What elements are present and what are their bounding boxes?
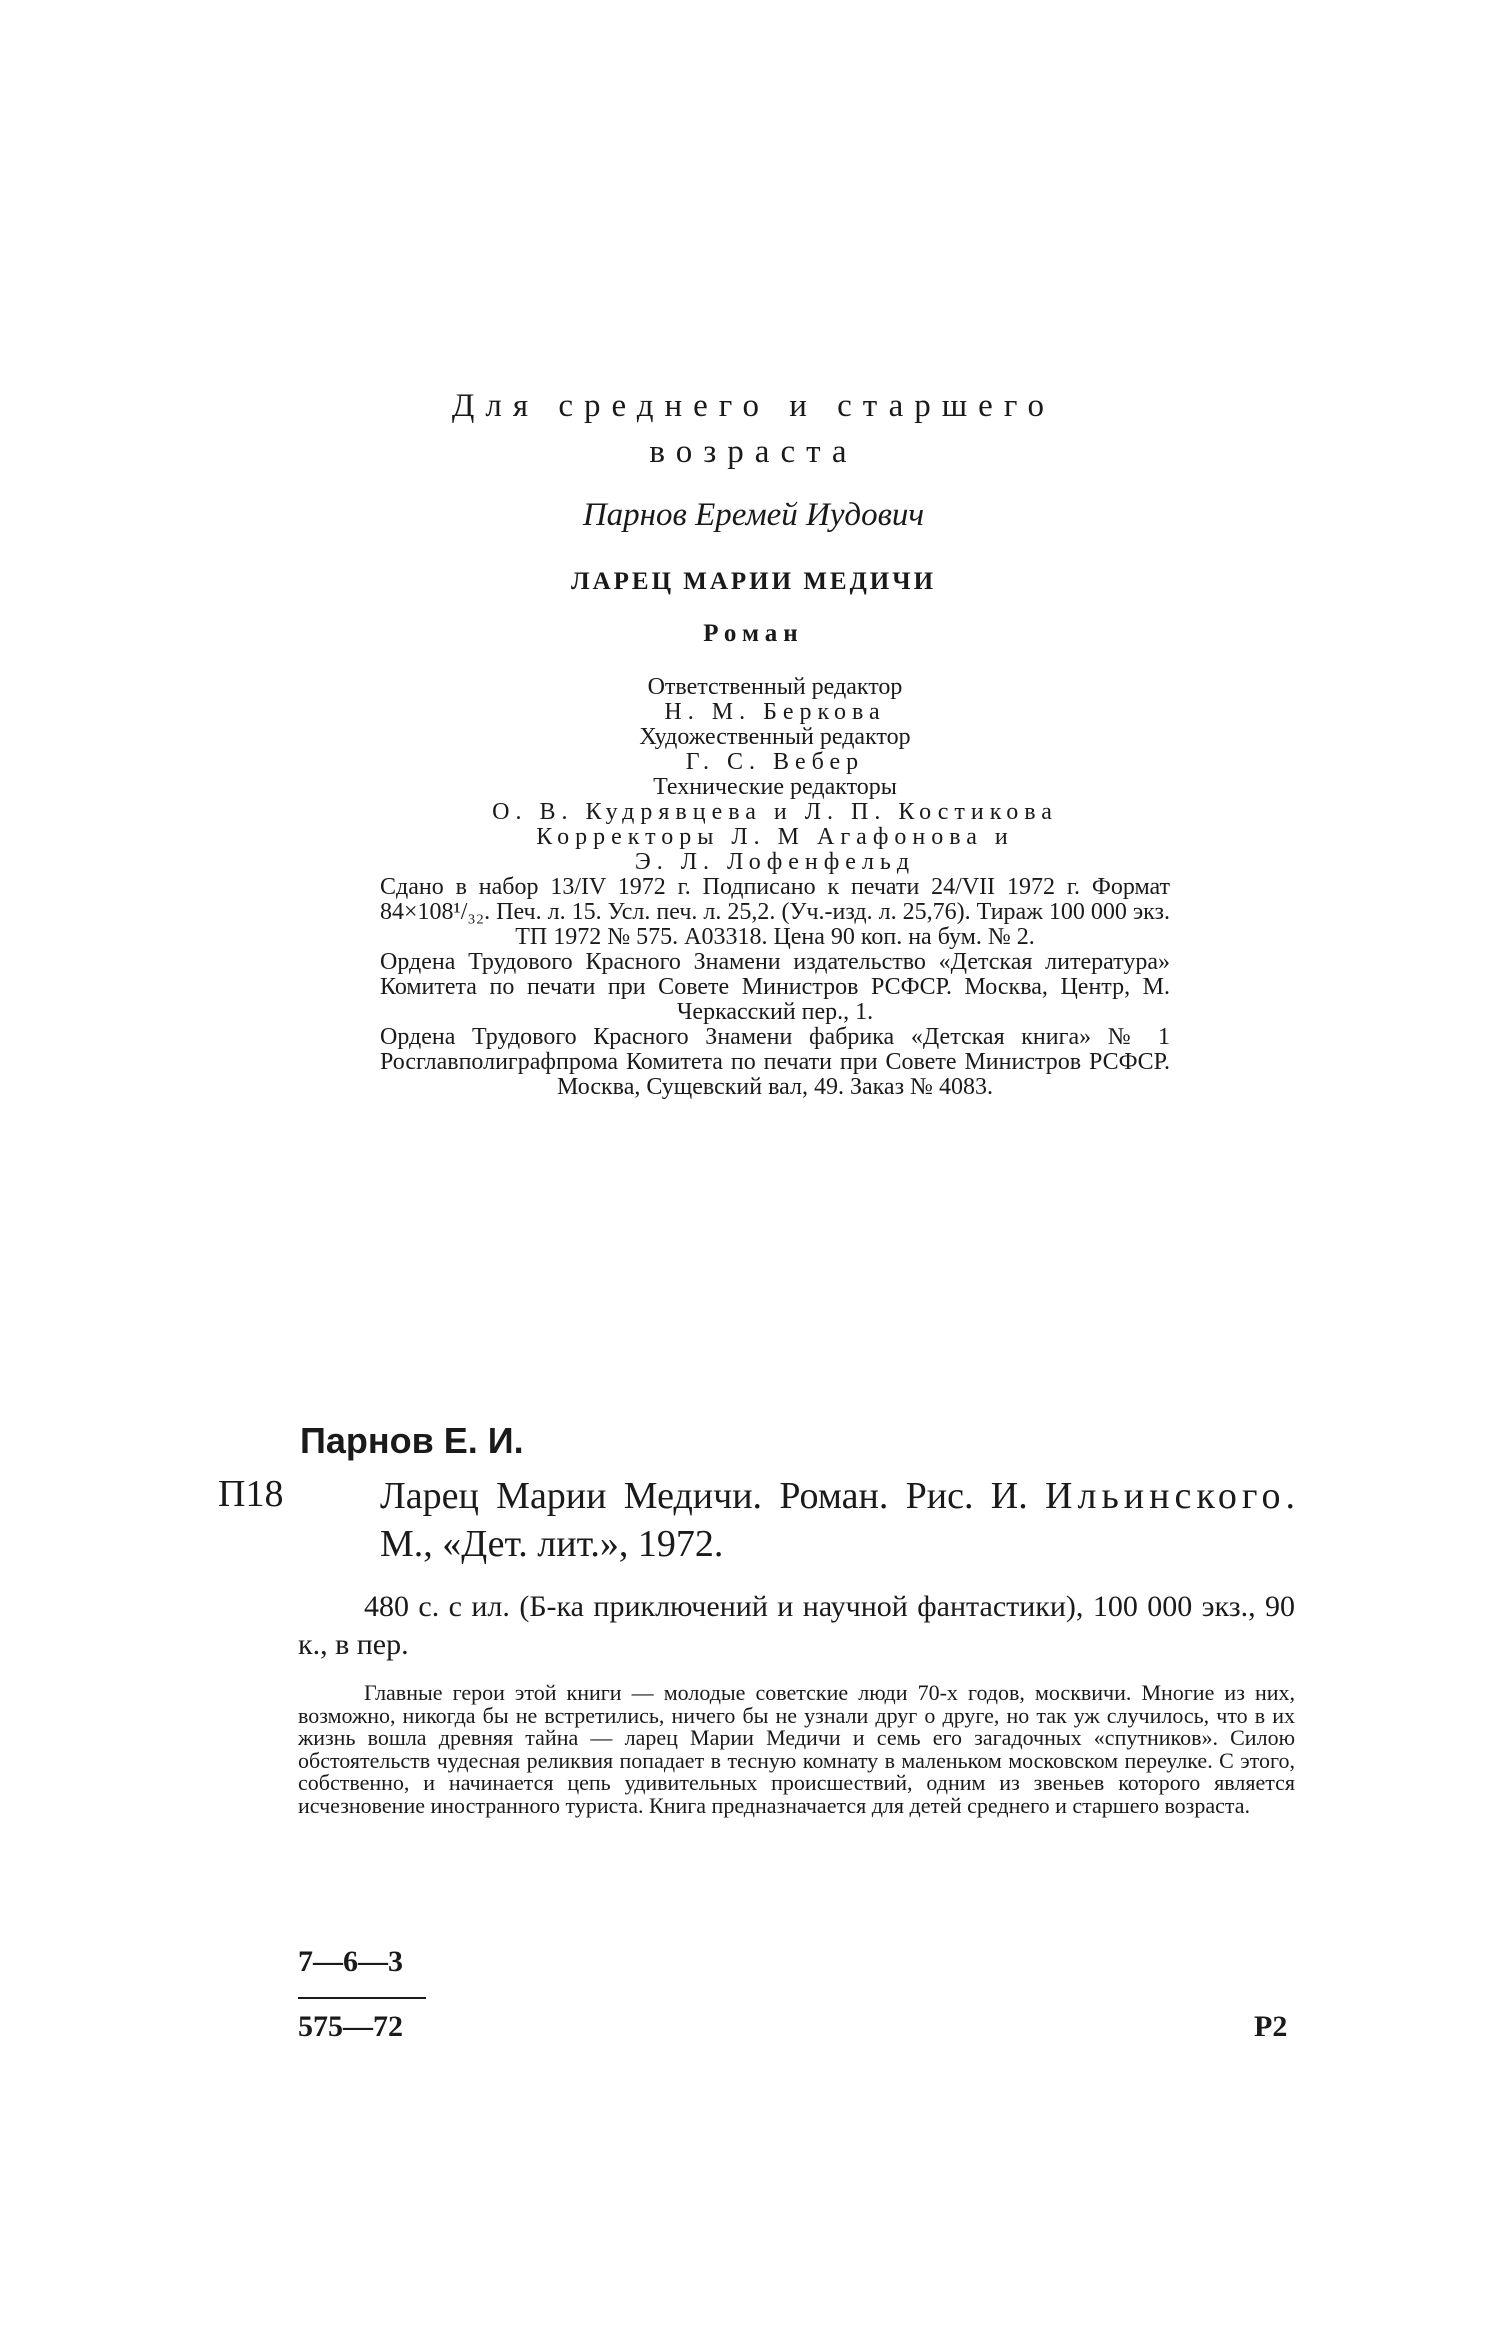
card-illustrator: Ильинского <box>1045 1475 1286 1517</box>
card-code: П18 <box>218 1473 284 1515</box>
author-full-name: Парнов Еремей Иудович <box>582 497 925 533</box>
print-info: Сдано в набор 13/IV 1972 г. Подписано к печати 24/VII 1972 г. Формат 84×108¹/₃₂. Печ. л. 15. Усл. печ. л. 25,2. (Уч.-изд. л. 25,76). Тираж 100 000 экз. ТП 1972 № 575. А03318. Цена 90 коп. на бум. № 2. <box>380 874 1170 950</box>
proofreaders-line: Корректоры Л. М Агафонова и <box>536 824 1014 850</box>
credits-block <box>380 675 1170 1100</box>
proofreaders-line-2: Э. Л. Лофенфельд <box>634 849 916 875</box>
editor-role: Ответственный редактор <box>647 674 903 700</box>
index-bottom: 575—72 <box>298 2010 403 2043</box>
age-recommendation <box>0 383 1507 475</box>
age-line-2: возраста <box>649 434 858 470</box>
editor-name: Н. М. Беркова <box>664 699 886 725</box>
publisher-info: Ордена Трудового Красного Знамени издательство «Детская литература» Комитета по печати при Совете Министров РСФСР. Москва, Центр, М. Черкасский пер., 1. <box>380 949 1170 1025</box>
factory-info: Ордена Трудового Красного Знамени фабрика «Детская книга» № 1 Росглавполиграфпрома Комитета по печати при Совете Министров РСФСР. Москва, Сущевский вал, 49. Заказ № 4083. <box>380 1024 1170 1100</box>
card-author: Парнов Е. И. <box>300 1420 524 1461</box>
card-title-text: Ларец Марии Медичи. Роман. Рис. И. <box>380 1475 1046 1517</box>
age-line-1: Для среднего и старшего <box>451 388 1056 424</box>
art-editor-name: Г. С. Вебер <box>685 749 865 775</box>
tech-editors-names: О. В. Кудрявцева и Л. П. Костикова <box>492 799 1058 825</box>
index-divider <box>298 1997 426 1999</box>
card-publication: . М., «Дет. лит.», 1972. <box>380 1475 1295 1565</box>
classification-code: Р2 <box>1254 2010 1288 2043</box>
book-genre: Роман <box>703 620 804 647</box>
card-description: 480 с. с ил. (Б-ка приключений и научной фантастики), 100 000 экз., 90 к., в пер. <box>298 1590 1295 1661</box>
art-editor-role: Художественный редактор <box>639 724 911 750</box>
card-title-line <box>380 1472 1295 1568</box>
index-top: 7—6—3 <box>298 1945 403 1978</box>
card-annotation: Главные герои этой книги — молодые советские люди 70-х годов, москвичи. Многие из них, возможно, никогда бы не встретились, ничего бы не узнали друг о друге, но так уж случилось, что в их жизнь вошла древняя тайна — ларец Марии Медичи и семь его загадочных «спутников». Силою обстоятельств чудесная реликвия попадает в тесную комнату в маленьком московском переулке. С этого, собственно, и начинается цепь удивительных происшествий, одним из звеньев которого является исчезновение иностранного туриста. Книга предназначается для детей среднего и старшего возраста. <box>298 1680 1295 1818</box>
tech-editors-role: Технические редакторы <box>653 774 897 800</box>
book-title: ЛАРЕЦ МАРИИ МЕДИЧИ <box>570 568 937 595</box>
